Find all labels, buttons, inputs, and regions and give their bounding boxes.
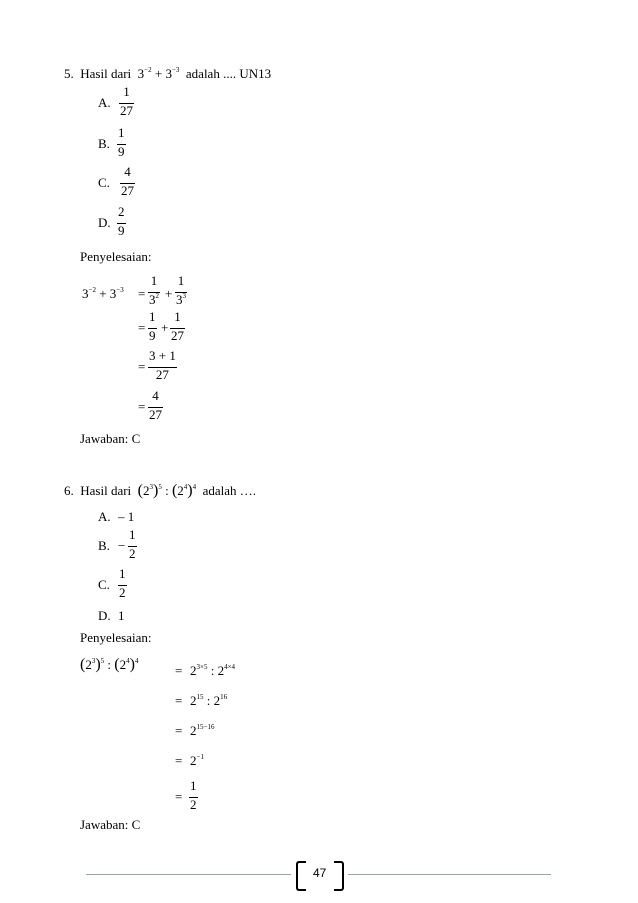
step1-fraction-1: $\frac{1}{3^2}$ [149, 273, 159, 307]
step2-fraction-2: $\frac{1}{27}$ [171, 309, 184, 343]
question-number: 6. [64, 483, 74, 498]
option-b-fraction: $\frac{1}{2}$ [129, 527, 136, 561]
step5-fraction: $\frac{1}{2}$ [190, 778, 197, 812]
equals-sign: = [175, 753, 183, 768]
left-bracket [296, 861, 306, 891]
option-a-fraction: $\frac{1}{27}$ [120, 84, 133, 118]
step2-expression: $2^{15}$ : $2^{16}$ [190, 693, 228, 708]
option-letter: D. [98, 608, 111, 623]
step2-fraction-1: $\frac{1}{9}$ [149, 309, 156, 343]
plus-sign: + [161, 320, 169, 335]
option-d-value: 1 [118, 608, 125, 623]
option-letter: C. [98, 577, 110, 592]
solution-label: Penyelesaian: [80, 249, 152, 264]
option-b-sign: − [118, 538, 126, 553]
page-number: 47 [313, 866, 327, 880]
plus-sign: + [165, 286, 173, 301]
question-6-stem: 6. Hasil dari $(2^3)^5$ : $(2^4)^4$ adalah …. [64, 482, 257, 499]
step3-fraction: $\frac{3 + 1}{27}$ [149, 348, 176, 382]
step3-expression: $2^{15-16}$ [190, 723, 215, 738]
equals-sign: = [175, 663, 183, 678]
equals-sign: = [138, 286, 146, 301]
option-letter: C. [98, 175, 110, 190]
footer-rule-left [86, 874, 291, 875]
equals-sign: = [175, 693, 183, 708]
option-c-fraction: $\frac{1}{2}$ [119, 566, 126, 600]
solution-lhs: $3^{-2} + 3^{-3}$ [82, 286, 124, 301]
option-letter: A. [98, 95, 111, 110]
equals-sign: = [138, 320, 146, 335]
solution-label: Penyelesaian: [80, 630, 152, 645]
equals-sign: = [138, 359, 146, 374]
footer-rule-right [348, 874, 551, 875]
option-letter: B. [98, 136, 110, 151]
step4-expression: $2^{-1}$ [190, 753, 204, 768]
question-number: 5. [64, 66, 74, 81]
step1-fraction-2: $\frac{1}{3^3}$ [176, 273, 186, 307]
solution-lhs: $(2^3)^5$ : $(2^4)^4$ [80, 656, 139, 673]
option-letter: A. [98, 509, 111, 524]
option-c-fraction: $\frac{4}{27}$ [121, 164, 134, 198]
question-5-stem: 5. Hasil dari $3^{-2} + 3^{-3}$ adalah .... UN13 [64, 66, 272, 81]
equals-sign: = [175, 723, 183, 738]
equals-sign: = [175, 789, 183, 804]
answer-text: Jawaban: C [80, 817, 141, 832]
answer-text: Jawaban: C [80, 431, 141, 446]
right-bracket [334, 861, 344, 891]
option-b-fraction: $\frac{1}{9}$ [118, 125, 125, 159]
option-d-fraction: $\frac{2}{9}$ [118, 204, 125, 238]
option-letter: D. [98, 215, 111, 230]
step1-expression: $2^{3\times 5}$ : $2^{4\times 4}$ [190, 663, 236, 678]
option-a-value: – 1 [118, 509, 135, 524]
option-letter: B. [98, 538, 110, 553]
equals-sign: = [138, 399, 146, 414]
step4-fraction: $\frac{4}{27}$ [149, 388, 162, 422]
